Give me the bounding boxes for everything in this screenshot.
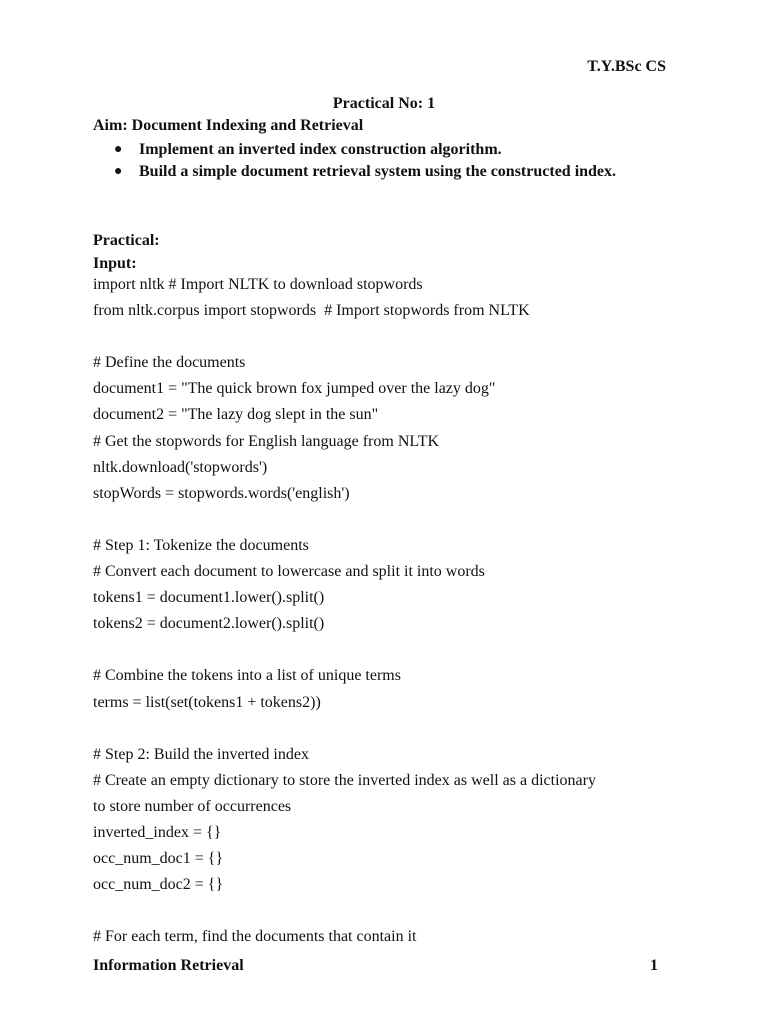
- code-line: from nltk.corpus import stopwords # Import stopwords from NLTK: [93, 302, 530, 320]
- footer-subject: Information Retrieval: [93, 957, 244, 974]
- aim-bullet-text: Implement an inverted index construction algorithm.: [139, 141, 502, 158]
- code-line: occ_num_doc1 = {}: [93, 850, 224, 868]
- code-line: # For each term, find the documents that contain it: [93, 928, 417, 946]
- aim-bullet-text: Build a simple document retrieval system using the constructed index.: [139, 163, 617, 180]
- code-line: document1 = "The quick brown fox jumped over the lazy dog": [93, 380, 496, 398]
- code-line: [93, 507, 683, 533]
- code-line: tokens1 = document1.lower().split(): [93, 589, 325, 607]
- page-number: 1: [650, 957, 658, 974]
- code-line: document2 = "The lazy dog slept in the sun": [93, 406, 379, 424]
- code-line: # Get the stopwords for English language from NLTK: [93, 432, 440, 450]
- practical-label: Practical:: [93, 232, 160, 249]
- code-line: [93, 716, 683, 742]
- practical-title: Practical No: 1: [332, 95, 436, 112]
- aim-bullet-item: [110, 161, 670, 183]
- code-line: tokens2 = document2.lower().split(): [93, 615, 325, 633]
- aim-bullet-item: [110, 139, 670, 161]
- code-line: # Step 1: Tokenize the documents: [93, 536, 309, 554]
- code-line: to store number of occurrences: [93, 797, 292, 815]
- code-line: # Convert each document to lowercase and split it into words: [93, 563, 485, 581]
- code-line: inverted_index = {}: [93, 823, 222, 841]
- code-line: [93, 637, 683, 663]
- code-line: [93, 898, 683, 924]
- code-line: # Step 2: Build the inverted index: [93, 745, 309, 763]
- code-line: # Define the documents: [93, 354, 246, 372]
- bullet-icon: ●: [114, 142, 123, 157]
- code-line: # Create an empty dictionary to store the inverted index as well as a dictionary: [93, 771, 596, 789]
- code-line: occ_num_doc2 = {}: [93, 876, 224, 894]
- code-line: stopWords = stopwords.words('english'): [93, 484, 350, 502]
- code-listing: [93, 272, 683, 950]
- aim-heading: Aim: Document Indexing and Retrieval: [93, 117, 364, 134]
- input-label: Input:: [93, 255, 137, 272]
- code-line: import nltk # Import NLTK to download stopwords: [93, 276, 423, 293]
- course-header: T.Y.BSc CS: [587, 58, 666, 75]
- code-line: terms = list(set(tokens1 + tokens2)): [93, 693, 321, 711]
- code-line: # Combine the tokens into a list of unique terms: [93, 667, 401, 685]
- code-line: [93, 324, 683, 350]
- code-line: nltk.download('stopwords'): [93, 458, 268, 476]
- aim-bullet-list: [110, 139, 670, 183]
- bullet-icon: ●: [114, 164, 123, 179]
